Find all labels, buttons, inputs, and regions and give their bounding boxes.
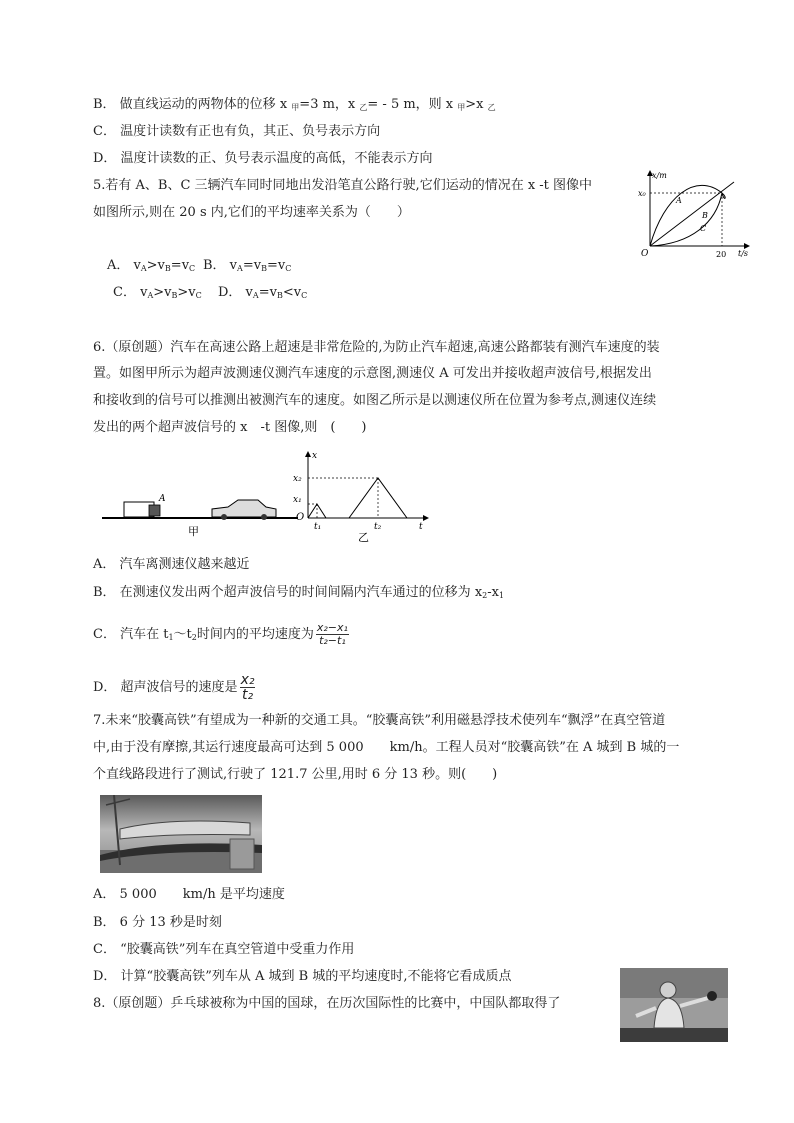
q7-stem-line3: 个直线路段进行了测试,行驶了 121.7 公里,用时 6 分 13 秒。则( ) (93, 767, 498, 782)
q7-option-b: B． 6 分 13 秒是时刻 (93, 915, 222, 930)
figure-yi-label: 乙 (358, 531, 369, 544)
q4-option-b: B． 做直线运动的两物体的位移 x $_甲$=3 m，x $_乙$= - 5 m，则 x $_甲$>x $_乙$ (93, 97, 496, 112)
q6-option-c: C． 汽车在 $t_1\sim t_2$时间内的平均速度为 $\frac{\text{x₂−x₁}}{\text{t₂−t₁}}$ (93, 621, 348, 647)
q6-option-a: A． 汽车离测速仪越来越近 (93, 557, 250, 572)
q7-option-d: D． 计算“胶囊高铁”列车从 A 城到 B 城的平均速度时,不能将它看成质点 (93, 969, 512, 984)
q5-stem-line1: 5.若有 A、B、C 三辆汽车同时同地出发沿笔直公路行驶,它们运动的情况在 x -t 图像中 (93, 178, 593, 193)
q5-option-b: B． $v_A=v_B=v_C$ (203, 258, 292, 273)
capsule-train-photo (100, 795, 262, 873)
detector-label: A (159, 494, 166, 504)
label-b: B (702, 211, 708, 220)
q6-option-b: B． 在测速仪发出两个超声波信号的时间间隔内汽车通过的位移为 $x_2-x_1$ (93, 585, 505, 600)
q5-xt-graph (636, 168, 754, 260)
y-axis-label: x (312, 451, 318, 461)
t2-label: t₂ (374, 522, 382, 532)
x-axis-arrow (423, 515, 429, 521)
table-tennis-player-photo (620, 968, 728, 1042)
q4-option-c: C． 温度计读数有正也有负，其正、负号表示方向 (93, 124, 381, 139)
x0-label: x₀ (638, 189, 646, 198)
origin-label: O (296, 512, 305, 523)
q8-stem-line1: 8.（原创题）乒乓球被称为中国的国球，在历次国际性的比赛中，中国队都取得了 (93, 996, 561, 1011)
q5-stem-line2: 如图所示,则在 20 s 内,它们的平均速率关系为（ ） (93, 205, 410, 220)
q6-stem-line2: 置。如图甲所示为超声波测速仪测汽车速度的示意图,测速仪 A 可发出并接收超声波信号,根据发出 (93, 366, 652, 381)
q5-option-a: A． $v_A>v_B=v_C$ (107, 258, 196, 273)
car-wheel-front (221, 514, 227, 520)
tick-20-label: 20 (716, 250, 727, 259)
q6-stem-line1: 6.（原创题）汽车在高速公路上超速是非常危险的,为防止汽车超速,高速公路都装有测汽车速度的装 (93, 340, 660, 355)
q6-figure-jia (100, 487, 300, 545)
y-axis-label: x/m (652, 171, 667, 180)
q4-option-d: D． 温度计读数的正、负号表示温度的高低，不能表示方向 (93, 151, 433, 166)
t1-label: t₁ (314, 522, 322, 532)
avg-velocity-fraction: $\frac{\text{x₂−x₁}}{\text{t₂−t₁}}$ (316, 621, 348, 647)
car-body (212, 500, 276, 517)
x2-label: x₂ (293, 474, 302, 484)
q6-option-d: D． 超声波信号的速度是 $\frac{\text{x₂}}{\text{t₂}}$ (93, 672, 255, 703)
figure-jia-label: 甲 (188, 525, 199, 538)
q5-option-d: D． $v_A=v_B<v_C$ (218, 285, 308, 300)
q7-stem-line1: 7.未来“胶囊高铁”有望成为一种新的交通工具。“胶囊高铁”利用磁悬浮技术使列车“飘浮”在真空管道 (93, 713, 666, 728)
wave-speed-fraction: $\frac{\text{x₂}}{\text{t₂}}$ (240, 672, 255, 703)
car-wheel-rear (261, 514, 267, 520)
x-axis-label: t/s (738, 249, 749, 258)
q6-stem-line4: 发出的两个超声波信号的 x -t 图像,则 ( ) (93, 420, 367, 435)
label-a: A (676, 196, 682, 205)
q7-option-c: C． “胶囊高铁”列车在真空管道中受重力作用 (93, 942, 355, 957)
y-axis-arrow (305, 451, 311, 457)
q7-option-a: A． 5 000 km/h 是平均速度 (93, 887, 285, 902)
origin-label: O (641, 249, 649, 259)
speed-detector-head (149, 505, 160, 516)
q7-stem-line2: 中,由于没有摩擦,其运行速度最高可达到 5 000 km/h。工程人员对“胶囊高铁”在 A 城到 B 城的一 (93, 740, 680, 755)
x1-label: x₁ (293, 495, 302, 505)
q6-stem-line3: 和接收到的信号可以推测出被测汽车的速度。如图乙所示是以测速仪所在位置为参考点,测速仪连续 (93, 393, 657, 408)
signal-1 (308, 504, 326, 518)
q5-option-c: C． $v_A>v_B>v_C$ (113, 285, 202, 300)
label-c: C (700, 224, 707, 233)
q6-figure-yi (286, 448, 432, 544)
x-axis-label: t (419, 522, 423, 532)
